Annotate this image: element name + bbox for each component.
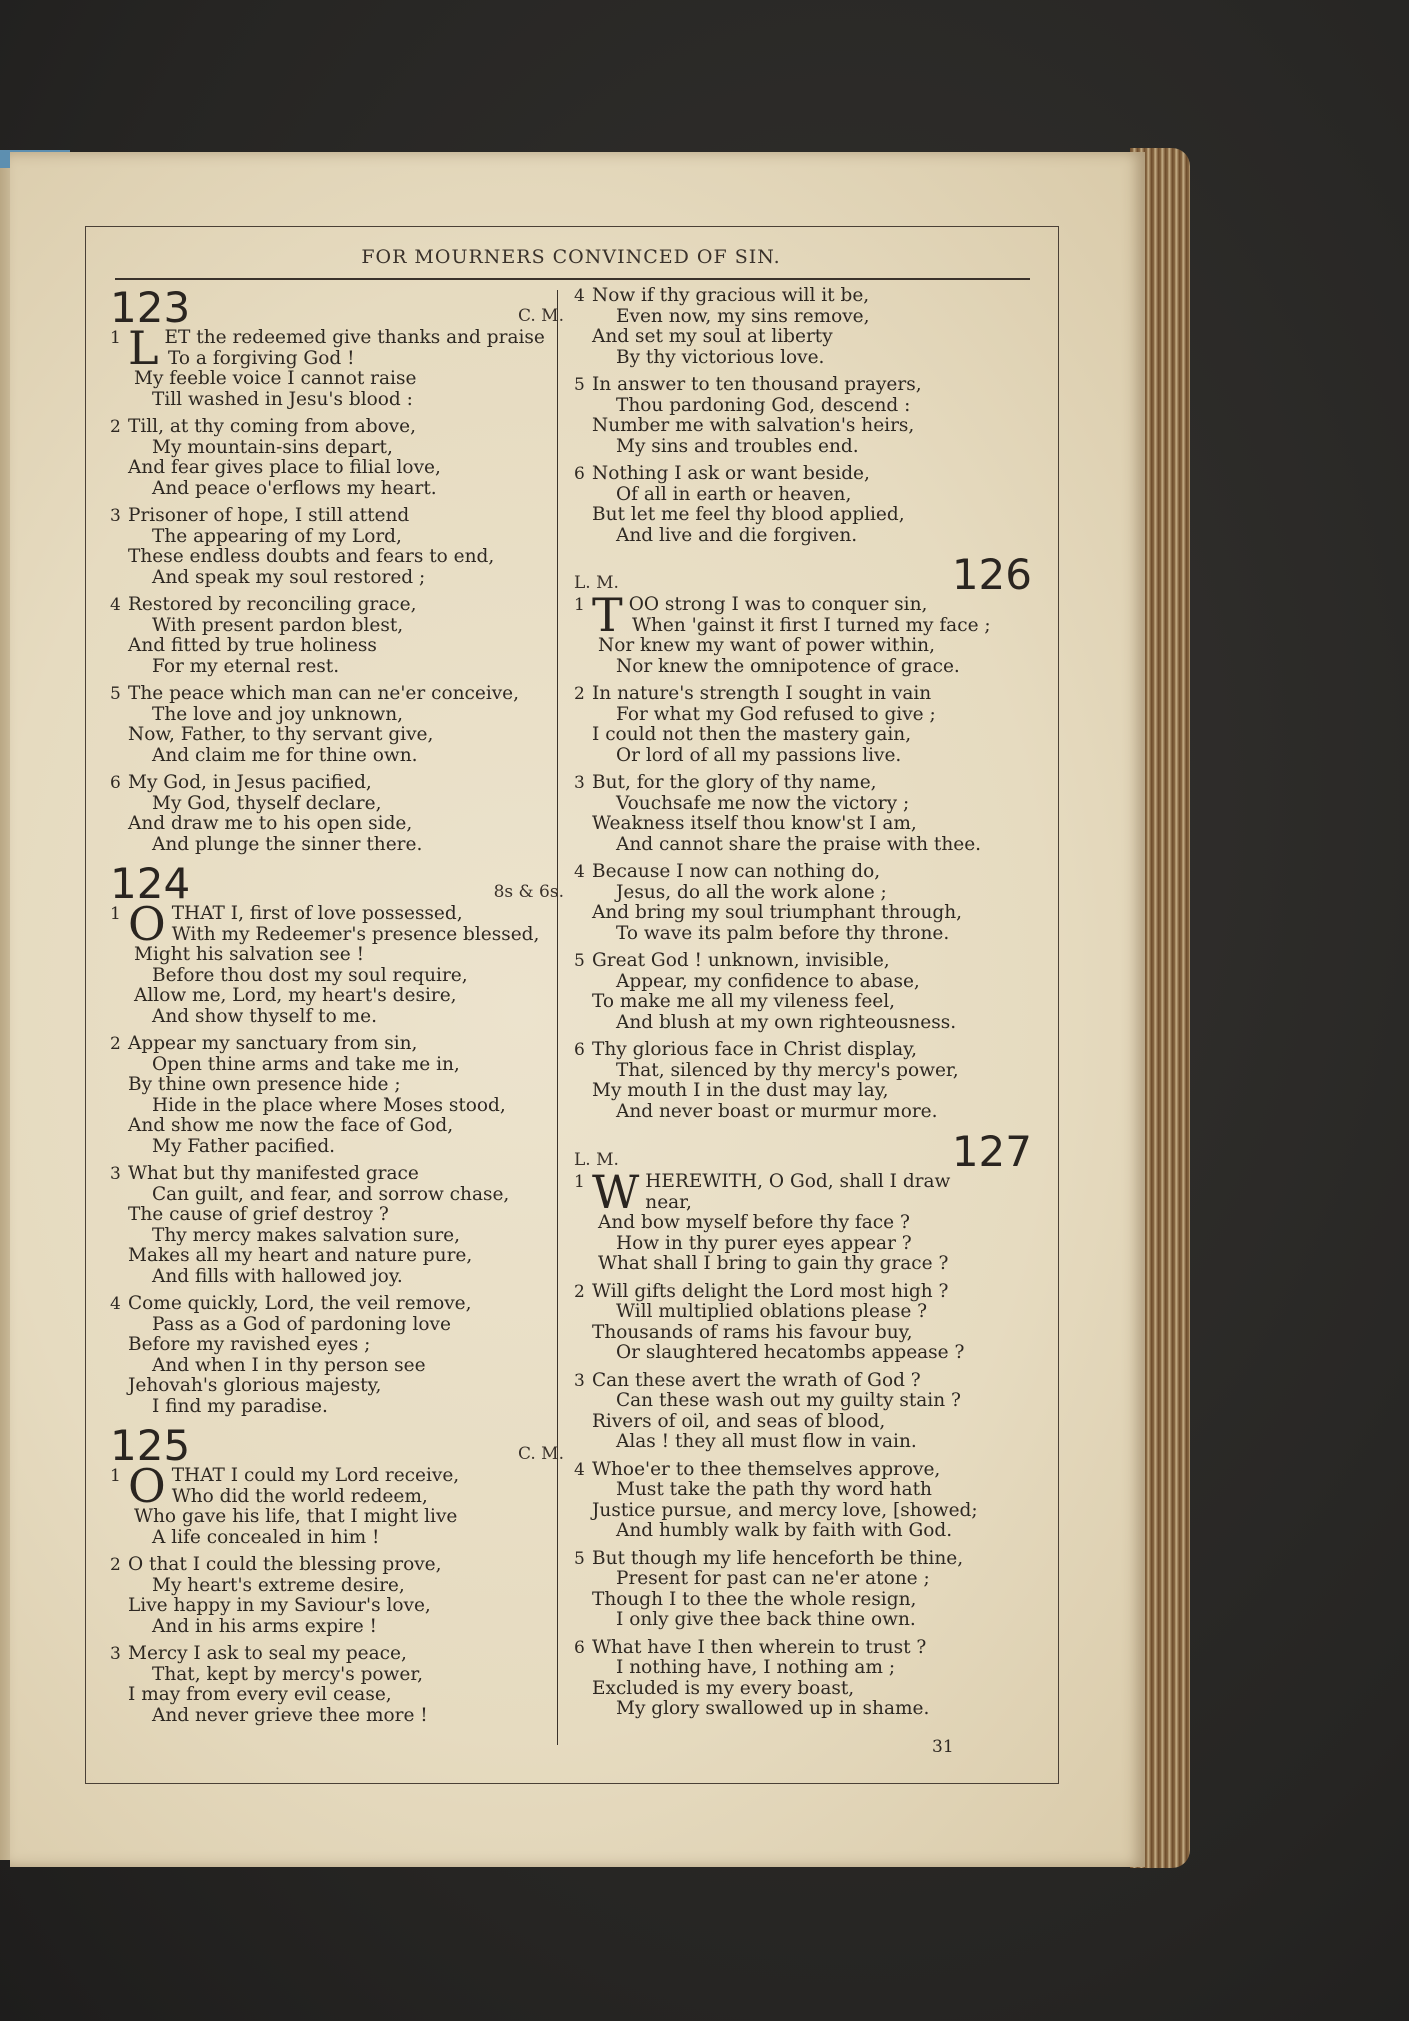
- hymn-meter: 8s & 6s.: [493, 881, 564, 902]
- verse-line: Vouchsafe me now the victory ;: [616, 792, 910, 814]
- verse: [568, 951, 1038, 1033]
- left-column: [104, 283, 566, 1733]
- hymn-number: 126: [951, 550, 1032, 599]
- verse-line: Number me with salvation's heirs,: [592, 415, 915, 436]
- verse: [104, 684, 566, 766]
- verse-number: 6: [574, 1040, 585, 1060]
- hymn-number: 124: [110, 859, 191, 908]
- verse-number: 6: [110, 773, 121, 793]
- verse-line: Or slaughtered hecatombs appease ?: [616, 1342, 965, 1363]
- verse-line: Till washed in Jesu's blood :: [152, 388, 413, 410]
- verse-line: By thy victorious love.: [616, 346, 825, 368]
- verse-line: And show thyself to me.: [152, 1005, 377, 1027]
- verse-number: 5: [574, 951, 585, 971]
- verse-number: 3: [574, 773, 585, 793]
- verse-line: In nature's strength I sought in vain: [592, 683, 932, 704]
- page-number: 31: [932, 1737, 954, 1757]
- verse-line: And bring my soul triumphant through,: [592, 902, 963, 923]
- verse-number: 3: [110, 1164, 121, 1184]
- verse-line: Can guilt, and fear, and sorrow chase,: [152, 1183, 510, 1205]
- verse-line: Before thou dost my soul require,: [152, 964, 468, 986]
- hymn-123: [104, 283, 566, 855]
- verse-line: I find my paradise.: [152, 1395, 328, 1417]
- verse-line: Alas ! they all must flow in vain.: [616, 1431, 917, 1452]
- hymn-header: [104, 1421, 566, 1470]
- hymn-header: [568, 550, 1038, 599]
- verse-line: And never grieve thee more !: [152, 1704, 428, 1726]
- verse-line: And blush at my own righteousness.: [616, 1011, 957, 1033]
- verse-line: For my eternal rest.: [152, 655, 340, 677]
- first-line-text: ET the redeemed give thanks and praise: [164, 327, 545, 348]
- verse-line: Pass as a God of pardoning love: [152, 1313, 451, 1335]
- verse-line: Prisoner of hope, I still attend: [128, 505, 410, 526]
- verse-number: 2: [574, 1281, 585, 1302]
- verse: [104, 1034, 566, 1157]
- verse-line: My God, thyself declare,: [152, 792, 382, 814]
- hymn-header: [104, 859, 566, 908]
- verse-line: The appearing of my Lord,: [152, 525, 402, 547]
- verse: [568, 1638, 1038, 1720]
- verse-number: 2: [110, 1034, 121, 1054]
- verse-line: By thine own presence hide ;: [128, 1074, 401, 1095]
- verse: [568, 375, 1038, 457]
- verse-line: Of all in earth or heaven,: [616, 483, 852, 505]
- verse-line: To make me all my vileness feel,: [592, 991, 896, 1012]
- verse-line: And show me now the face of God,: [128, 1115, 454, 1136]
- verse-line: Thousands of rams his favour buy,: [592, 1321, 913, 1343]
- verse-line: Or lord of all my passions live.: [616, 744, 902, 766]
- verse-line: Live happy in my Saviour's love,: [128, 1595, 431, 1616]
- verse-line: And humbly walk by faith with God.: [616, 1520, 953, 1541]
- verse-line: With my Redeemer's presence blessed,: [171, 923, 540, 945]
- hymn-meter: L. M.: [574, 1149, 619, 1170]
- verse-line: That, silenced by thy mercy's power,: [616, 1059, 959, 1081]
- verse-line: And plunge the sinner there.: [152, 833, 423, 855]
- verse-number: 5: [574, 375, 585, 395]
- verse-line: My heart's extreme desire,: [152, 1574, 405, 1596]
- verse-line: My Father pacified.: [152, 1135, 336, 1157]
- verse: [104, 506, 566, 588]
- hymn-number: 123: [110, 283, 191, 332]
- verse-line: Will gifts delight the Lord most high ?: [592, 1280, 949, 1302]
- verse-line: Now if thy gracious will it be,: [592, 285, 870, 306]
- verse-line: Come quickly, Lord, the veil remove,: [128, 1293, 472, 1314]
- verse-line: Makes all my heart and nature pure,: [128, 1245, 473, 1266]
- verse-number: 6: [574, 1637, 585, 1658]
- verse: [568, 862, 1038, 944]
- drop-cap: T: [592, 588, 623, 642]
- hymn-125: [104, 1421, 566, 1726]
- verse: [568, 1371, 1038, 1453]
- verse-line: Rivers of oil, and seas of blood,: [592, 1410, 886, 1432]
- verse: [568, 1549, 1038, 1631]
- verse-number: 4: [574, 286, 585, 306]
- verse-line: My glory swallowed up in shame.: [616, 1698, 930, 1719]
- verse-line: Mercy I ask to seal my peace,: [128, 1643, 407, 1664]
- verse-line: The love and joy unknown,: [152, 703, 404, 725]
- verse: [568, 1040, 1038, 1122]
- verse-line: To a forgiving God !: [168, 347, 355, 369]
- verse-line: Present for past can ne'er atone ;: [616, 1568, 930, 1589]
- verse-line: Who gave his life, that I might live: [134, 1506, 458, 1527]
- first-line-text: OO strong I was to conquer sin,: [628, 594, 928, 615]
- verse-line: Who did the world redeem,: [171, 1485, 428, 1507]
- hymn-meter: C. M.: [517, 1443, 564, 1464]
- verse-line: A life concealed in him !: [152, 1526, 380, 1548]
- verse-number: 1: [110, 1466, 121, 1486]
- verse: [568, 1282, 1038, 1364]
- verse: [104, 773, 566, 855]
- verse: [104, 1644, 566, 1726]
- verse-line: The cause of grief destroy ?: [128, 1204, 389, 1225]
- verse-line: Jehovah's glorious majesty,: [128, 1375, 382, 1396]
- verse-line: When 'gainst it first I turned my face ;: [632, 614, 991, 636]
- verse-line: Thy glorious face in Christ display,: [592, 1039, 918, 1060]
- verse-line: Jesus, do all the work alone ;: [616, 881, 887, 903]
- verse-line: Nothing I ask or want beside,: [592, 463, 870, 484]
- verse-number: 4: [110, 1294, 121, 1314]
- verse: [568, 773, 1038, 855]
- verse-line: Restored by reconciling grace,: [128, 594, 417, 615]
- verse-line: And fear gives place to filial love,: [128, 457, 441, 478]
- hymn-meter: L. M.: [574, 572, 619, 593]
- hymn-number: 127: [951, 1127, 1032, 1176]
- verse-line: Thou pardoning God, descend :: [616, 394, 911, 416]
- hymn-header: [104, 283, 566, 332]
- verse: [568, 1165, 1038, 1275]
- verse-line: To wave its palm before thy throne.: [616, 922, 950, 944]
- verse-line: My feeble voice I cannot raise: [134, 368, 417, 389]
- verse-line: My sins and troubles end.: [616, 435, 859, 457]
- verse-line: My mouth I in the dust may lay,: [592, 1080, 889, 1101]
- verse-line: But let me feel thy blood applied,: [592, 504, 905, 525]
- verse-line: For what my God refused to give ;: [616, 703, 936, 725]
- verse: [568, 464, 1038, 546]
- verse: [104, 321, 566, 410]
- verse-line: Because I now can nothing do,: [592, 861, 881, 882]
- verse-line: Till, at thy coming from above,: [128, 416, 417, 437]
- verse-number: 5: [110, 684, 121, 704]
- hymn-125-continued: [568, 286, 1038, 546]
- verse-line: In answer to ten thousand prayers,: [592, 374, 922, 395]
- verse-line: Great God ! unknown, invisible,: [592, 950, 890, 971]
- verse: [104, 897, 566, 1027]
- verse-number: 1: [574, 595, 585, 615]
- verse-line: Excluded is my every boast,: [592, 1677, 855, 1699]
- verse-line: And set my soul at liberty: [592, 326, 833, 347]
- verse-line: I could not then the mastery gain,: [592, 724, 912, 745]
- verse-number: 1: [574, 1172, 585, 1192]
- verse: [568, 1460, 1038, 1542]
- verse-line: These endless doubts and fears to end,: [128, 546, 495, 567]
- verse-line: Nor knew my want of power within,: [598, 635, 935, 656]
- verse: [104, 417, 566, 499]
- verse: [568, 286, 1038, 368]
- verse-line: And live and die forgiven.: [616, 524, 858, 546]
- verse-line: And speak my soul restored ;: [152, 566, 426, 588]
- verse-line: My God, in Jesus pacified,: [128, 772, 372, 793]
- verse: [104, 1294, 566, 1417]
- verse-line: Justice pursue, and mercy love, [showed;: [592, 1499, 978, 1521]
- verse-number: 1: [110, 328, 121, 348]
- verse-line: I only give thee back thine own.: [616, 1609, 916, 1630]
- verse-line: Appear, my confidence to abase,: [616, 970, 920, 992]
- verse: [104, 1459, 566, 1548]
- verse-line: Allow me, Lord, my heart's desire,: [134, 985, 457, 1006]
- verse-line: With present pardon blest,: [152, 614, 404, 636]
- right-column: [568, 286, 1038, 1727]
- verse-line: And when I in thy person see: [152, 1354, 426, 1376]
- verse-number: 2: [110, 417, 121, 437]
- verse-line: And never boast or murmur more.: [616, 1100, 938, 1122]
- verse-line: Nor knew the omnipotence of grace.: [616, 655, 960, 677]
- verse-line: My mountain-sins depart,: [152, 436, 393, 458]
- verse-number: 4: [110, 595, 121, 615]
- verse-line: Thy mercy makes salvation sure,: [152, 1224, 461, 1246]
- verse-line: But, for the glory of thy name,: [592, 772, 877, 793]
- verse-line: And in his arms expire !: [152, 1615, 377, 1637]
- verse-line: Must take the path thy word hath: [616, 1479, 932, 1500]
- verse-line: Might his salvation see !: [134, 944, 365, 965]
- verse-number: 2: [110, 1555, 121, 1575]
- verse-line: And fitted by true holiness: [128, 635, 377, 656]
- hymn-number: 125: [110, 1421, 191, 1470]
- verse-line: Whoe'er to thee themselves approve,: [592, 1458, 941, 1480]
- first-line-text: HEREWITH, O God, shall I draw: [645, 1171, 951, 1192]
- drop-cap: W: [592, 1165, 640, 1219]
- verse: [568, 588, 1038, 677]
- verse-line: Open thine arms and take me in,: [152, 1053, 460, 1075]
- verse-line: Can these wash out my guilty stain ?: [616, 1390, 961, 1411]
- hymn-124: [104, 859, 566, 1417]
- verse: [104, 595, 566, 677]
- verse-line: What shall I bring to gain thy grace ?: [598, 1253, 949, 1274]
- running-head: FOR MOURNERS CONVINCED OF SIN.: [361, 246, 781, 268]
- first-line-text: THAT I could my Lord receive,: [171, 1465, 460, 1486]
- verse-line: Even now, my sins remove,: [616, 305, 870, 327]
- verse-line: That, kept by mercy's power,: [152, 1663, 424, 1685]
- verse-line: I nothing have, I nothing am ;: [616, 1657, 896, 1678]
- verse-line: And fills with hallowed joy.: [152, 1265, 403, 1287]
- verse-number: 2: [574, 684, 585, 704]
- verse-line: near,: [645, 1191, 692, 1213]
- verse-line: Will multiplied oblations please ?: [616, 1301, 928, 1322]
- verse-line: But though my life henceforth be thine,: [592, 1547, 964, 1569]
- verse-number: 6: [574, 464, 585, 484]
- verse-line: What but thy manifested grace: [128, 1163, 419, 1184]
- verse-line: Before my ravished eyes ;: [128, 1334, 371, 1355]
- verse-number: 3: [110, 506, 121, 526]
- verse-line: Now, Father, to thy servant give,: [128, 724, 434, 745]
- verse-line: And cannot share the praise with thee.: [616, 833, 982, 855]
- verse-line: Weakness itself thou know'st I am,: [592, 813, 917, 834]
- verse-line: I may from every evil cease,: [128, 1684, 392, 1705]
- header-rule: [115, 278, 1030, 280]
- verse-line: Can these avert the wrath of God ?: [592, 1369, 921, 1391]
- hymn-126: [568, 550, 1038, 1122]
- verse: [104, 1555, 566, 1637]
- verse-line: And draw me to his open side,: [128, 813, 413, 834]
- verse-line: Though I to thee the whole resign,: [592, 1588, 917, 1610]
- verse: [104, 1164, 566, 1287]
- verse-line: How in thy purer eyes appear ?: [616, 1232, 912, 1254]
- verse-number: 3: [574, 1370, 585, 1391]
- drop-cap: O: [128, 1459, 166, 1513]
- verse-line: And bow myself before thy face ?: [598, 1212, 910, 1233]
- verse-line: What have I then wherein to trust ?: [592, 1636, 927, 1658]
- verse-line: And claim me for thine own.: [152, 744, 418, 766]
- verse-number: 4: [574, 1459, 585, 1480]
- verse-number: 4: [574, 862, 585, 882]
- drop-cap: L: [128, 321, 159, 375]
- verse-number: 1: [110, 904, 121, 924]
- verse-line: O that I could the blessing prove,: [128, 1554, 442, 1575]
- hymn-meter: C. M.: [517, 305, 564, 326]
- verse-line: And peace o'erflows my heart.: [152, 477, 437, 499]
- first-line-text: THAT I, first of love possessed,: [171, 903, 463, 924]
- drop-cap: O: [128, 897, 166, 951]
- verse-number: 5: [574, 1548, 585, 1569]
- verse-number: 3: [110, 1644, 121, 1664]
- verse: [568, 684, 1038, 766]
- verse-line: Appear my sanctuary from sin,: [128, 1033, 418, 1054]
- verse-line: The peace which man can ne'er conceive,: [128, 683, 520, 704]
- verse-line: Hide in the place where Moses stood,: [152, 1094, 506, 1116]
- hymn-127: [568, 1127, 1038, 1720]
